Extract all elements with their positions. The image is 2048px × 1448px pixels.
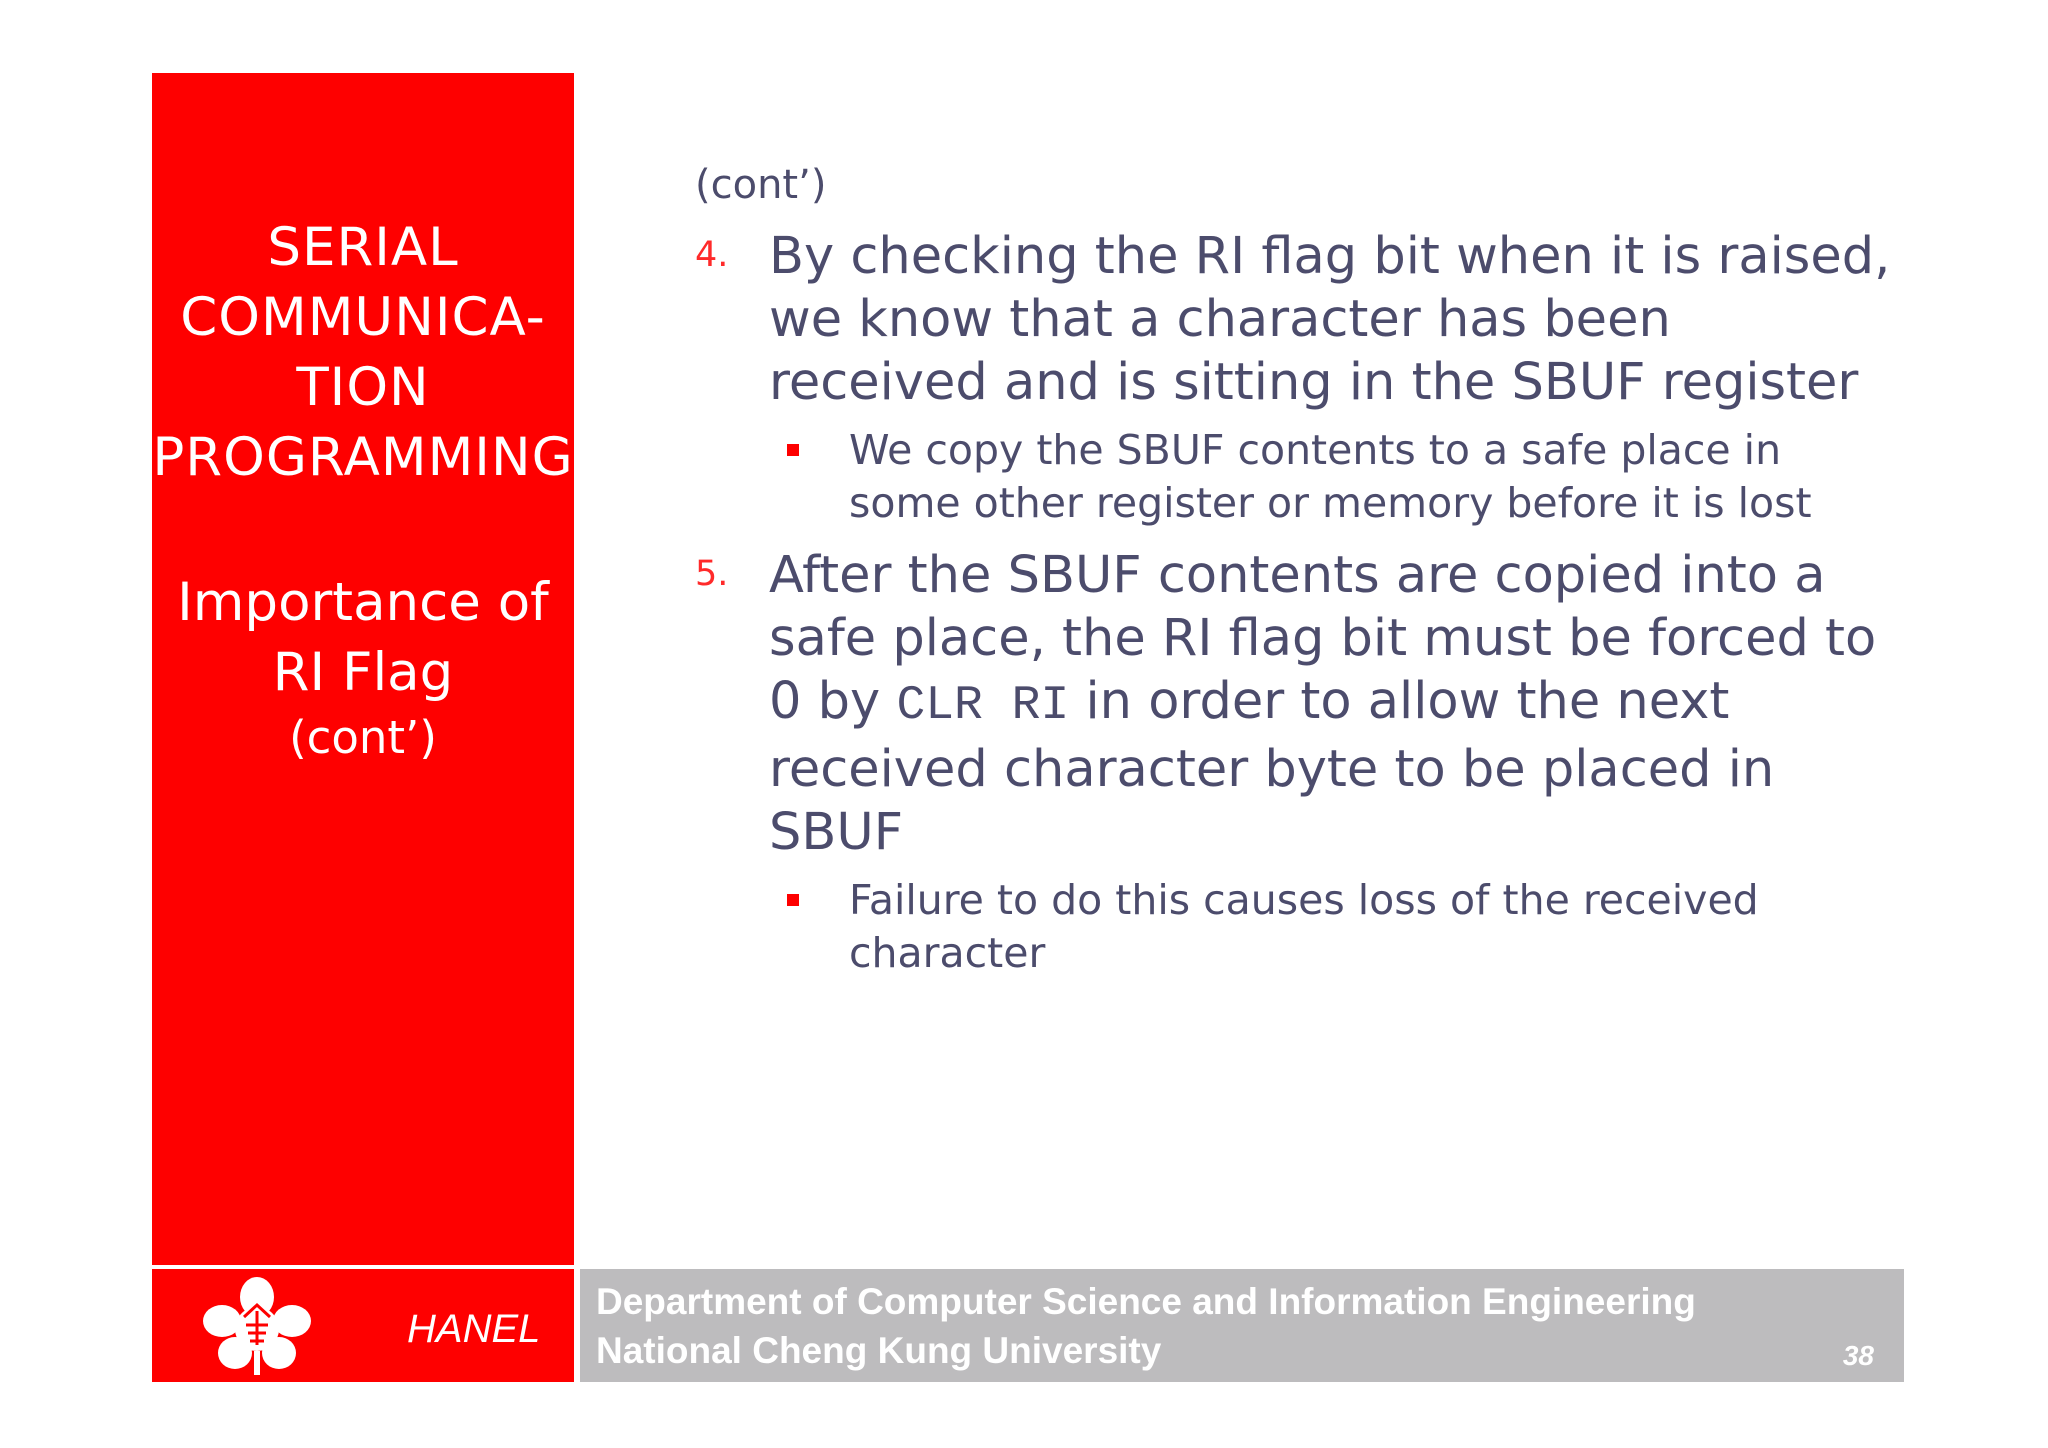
section-title-line: COMMUNICA- xyxy=(180,287,546,348)
list-item xyxy=(695,225,1895,414)
university-name: National Cheng Kung University xyxy=(596,1330,1162,1371)
square-bullet-icon xyxy=(787,894,799,906)
university-logo-icon xyxy=(202,1275,312,1375)
slide-content xyxy=(695,155,1895,994)
code-snippet: CLR RI xyxy=(896,679,1070,733)
sidebar-panel xyxy=(152,73,574,1265)
section-subtitle-line: Importance of xyxy=(177,572,549,633)
page-number: 38 xyxy=(1842,1340,1874,1371)
item-text-before: After the SBUF contents are copied into a safe place, the RI flag bit must be forced to 0 by xyxy=(769,546,1877,731)
item-text: By checking the RI flag bit when it is raised, we know that a character has been received and is sitting in the SBUF register xyxy=(769,227,1891,412)
footer-author-panel xyxy=(152,1269,574,1382)
sub-item xyxy=(849,874,1895,980)
cont-label: (cont’) xyxy=(695,162,827,208)
department-name: Department of Computer Science and Information Engineering xyxy=(596,1281,1696,1322)
item-text-after: in order to allow the next received character byte to be placed in SBUF xyxy=(769,672,1775,862)
section-title-line: PROGRAMMING xyxy=(152,427,574,488)
section-title-line: SERIAL xyxy=(267,217,459,278)
list-item xyxy=(695,544,1895,864)
author-name: HANEL xyxy=(407,1307,541,1351)
section-subtitle-cont: (cont’) xyxy=(289,711,437,764)
sub-item-text: We copy the SBUF contents to a safe place in some other register or memory before it is lost xyxy=(849,426,1812,527)
sub-item-text: Failure to do this causes loss of the received character xyxy=(849,876,1759,977)
footer-info-panel xyxy=(580,1269,1904,1382)
item-number: 4. xyxy=(695,235,729,275)
section-subtitle xyxy=(152,568,574,768)
section-title-line: TION xyxy=(296,357,430,418)
section-subtitle-line: RI Flag xyxy=(272,642,454,703)
section-title xyxy=(152,213,574,493)
square-bullet-icon xyxy=(787,444,799,456)
item-number: 5. xyxy=(695,554,729,594)
sub-item xyxy=(849,424,1895,530)
